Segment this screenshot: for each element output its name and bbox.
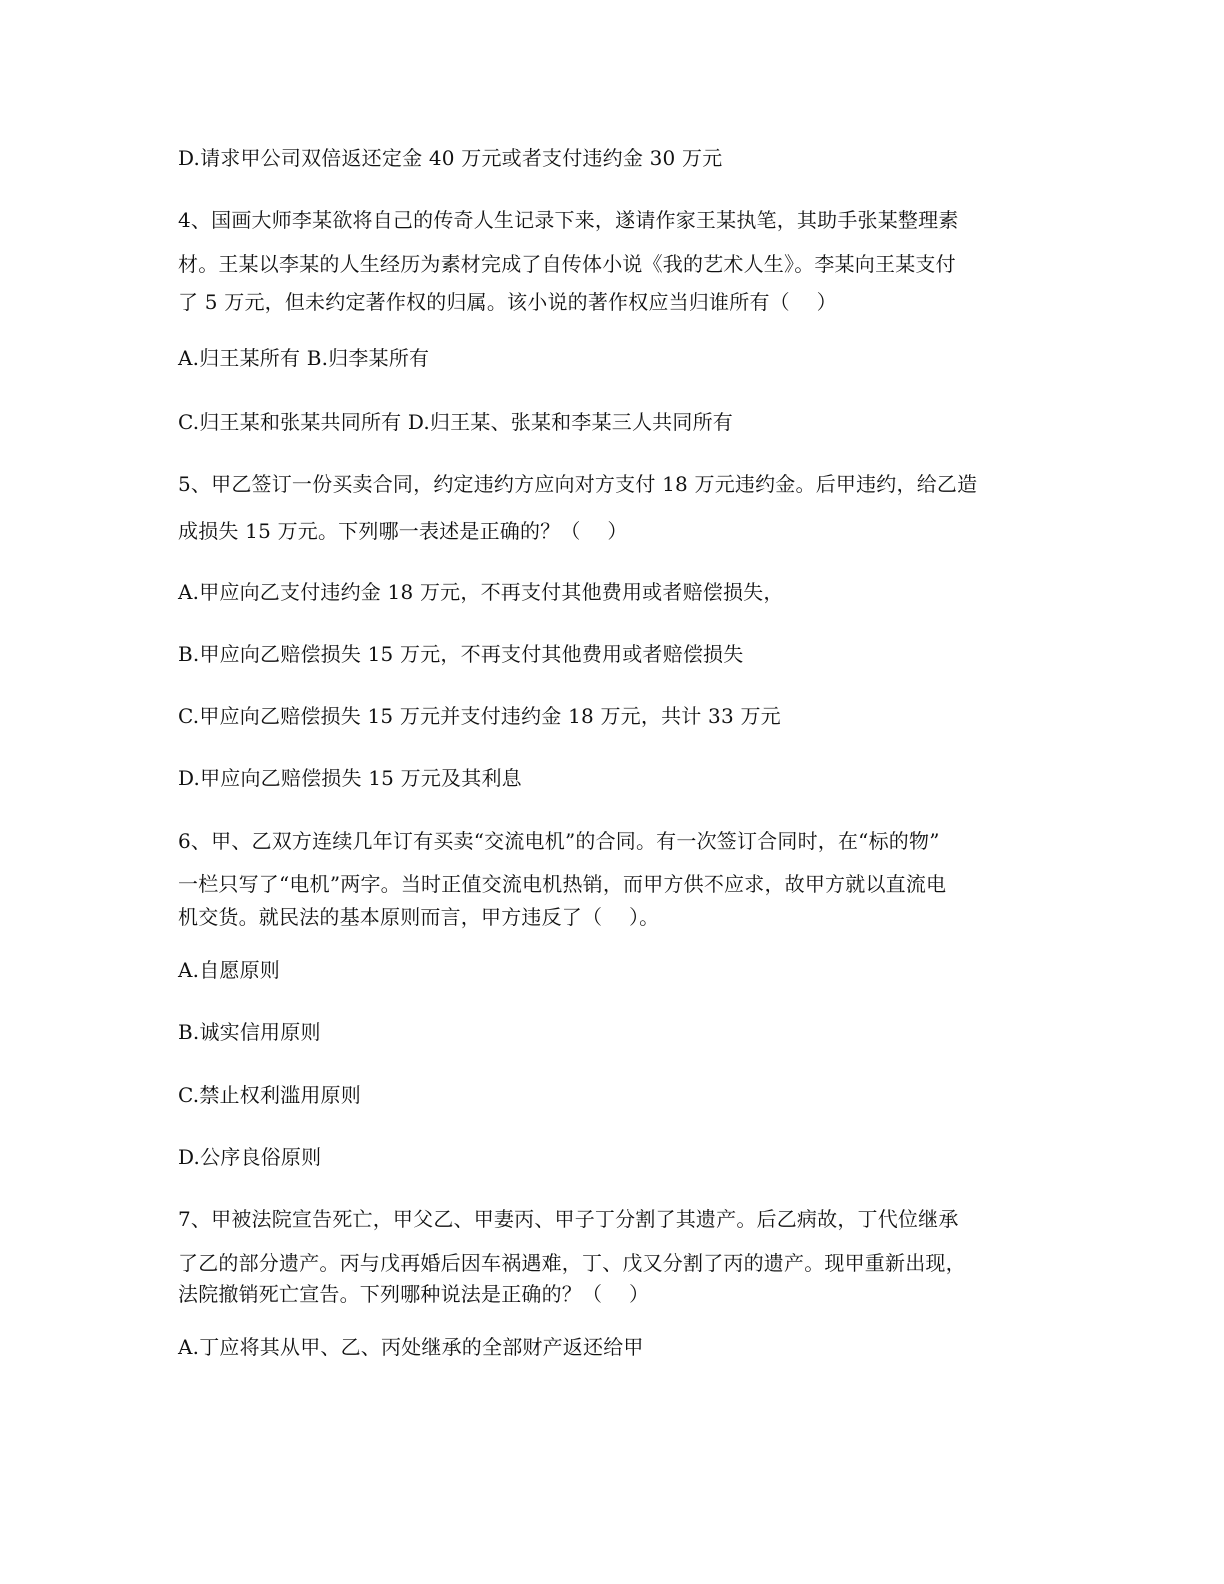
- question-6-line-3: 机交货。就民法的基本原则而言，甲方违反了（ ）。: [178, 905, 660, 929]
- option-6b: B.诚实信用原则: [178, 1020, 321, 1044]
- question-4-line-3: 了 5 万元，但未约定著作权的归属。该小说的著作权应当归谁所有（ ）: [178, 290, 837, 314]
- option-4cd: C.归王某和张某共同所有 D.归王某、张某和李某三人共同所有: [178, 410, 733, 434]
- question-5-line-2: 成损失 15 万元。下列哪一表述是正确的？（ ）: [178, 519, 628, 543]
- question-7-line-3: 法院撤销死亡宣告。下列哪种说法是正确的？（ ）: [178, 1282, 650, 1306]
- option-3d: D.请求甲公司双倍返还定金 40 万元或者支付违约金 30 万元: [178, 146, 723, 170]
- question-7-line-1: 7、甲被法院宣告死亡，甲父乙、甲妻丙、甲子丁分割了其遗产。后乙病故，丁代位继承: [178, 1207, 959, 1231]
- question-5-line-1: 5、甲乙签订一份买卖合同，约定违约方应向对方支付 18 万元违约金。后甲违约，给乙造: [178, 472, 978, 496]
- question-4-line-2: 材。王某以李某的人生经历为素材完成了自传体小说《我的艺术人生》。李某向王某支付: [178, 252, 956, 276]
- option-5a: A.甲应向乙支付违约金 18 万元，不再支付其他费用或者赔偿损失，: [178, 580, 784, 604]
- question-7-line-2: 了乙的部分遗产。丙与戊再婚后因车祸遇难，丁、戊又分割了丙的遗产。现甲重新出现，: [178, 1251, 966, 1275]
- question-6-line-1: 6、甲、乙双方连续几年订有买卖“交流电机”的合同。有一次签订合同时，在“标的物”: [178, 829, 940, 853]
- question-6-line-2: 一栏只写了“电机”两字。当时正值交流电机热销，而甲方供不应求，故甲方就以直流电: [178, 872, 947, 896]
- option-7a: A.丁应将其从甲、乙、丙处继承的全部财产返还给甲: [178, 1335, 644, 1359]
- option-5c: C.甲应向乙赔偿损失 15 万元并支付违约金 18 万元，共计 33 万元: [178, 704, 781, 728]
- option-6a: A.自愿原则: [178, 958, 281, 982]
- option-5d: D.甲应向乙赔偿损失 15 万元及其利息: [178, 766, 522, 790]
- option-6d: D.公序良俗原则: [178, 1145, 322, 1169]
- question-4-line-1: 4、国画大师李某欲将自己的传奇人生记录下来，遂请作家王某执笔，其助手张某整理素: [178, 208, 959, 232]
- option-6c: C.禁止权利滥用原则: [178, 1083, 361, 1107]
- option-4ab: A.归王某所有 B.归李某所有: [178, 346, 430, 370]
- option-5b: B.甲应向乙赔偿损失 15 万元，不再支付其他费用或者赔偿损失: [178, 642, 744, 666]
